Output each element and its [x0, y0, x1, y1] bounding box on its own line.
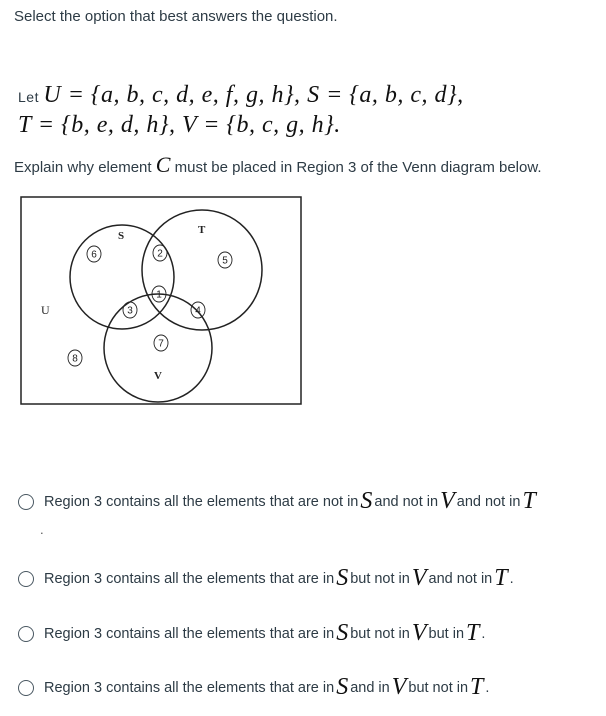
option-set-symbol: T — [470, 674, 484, 700]
set-U-definition: U = {a, b, c, d, e, f, g, h}, — [43, 82, 301, 108]
set-T-label: T — [198, 224, 206, 236]
question-text — [14, 152, 542, 178]
set-S-definition: S = {a, b, c, d}, — [307, 82, 464, 108]
set-S-label: S — [118, 230, 125, 242]
option-text-mid: and not in — [374, 493, 439, 510]
option-text-mid: but not in — [350, 625, 410, 642]
option-set-symbol: T — [522, 488, 536, 514]
answer-option-3[interactable] — [18, 620, 485, 647]
option-set-symbol: T — [494, 565, 508, 591]
region-6-label: 6 — [91, 249, 97, 261]
region-3-label: 3 — [127, 305, 133, 317]
option-text-end: . — [485, 679, 490, 696]
option-text-prefix: Region 3 contains all the elements that are not in — [44, 493, 359, 510]
option-set-symbol: V — [391, 674, 407, 700]
question-after: must be placed in Region 3 of the Venn diagram below. — [170, 159, 542, 176]
option-text-mid: but not in — [408, 679, 469, 696]
question-prompt: Select the option that best answers the question. — [14, 8, 338, 25]
region-7-label: 7 — [158, 338, 164, 350]
question-before: Explain why element — [14, 159, 156, 176]
option-set-symbol: V — [411, 620, 427, 646]
option-set-symbol: S — [336, 565, 349, 591]
option-set-symbol: S — [336, 620, 349, 646]
option-text-mid: but not in — [350, 570, 410, 587]
option-text-mid: but in — [428, 625, 465, 642]
venn-diagram — [20, 196, 304, 406]
region-8-label: 8 — [72, 353, 78, 365]
option-set-symbol: S — [360, 488, 373, 514]
set-V-definition: V = {b, c, g, h}. — [181, 112, 341, 138]
trailing-dot: . — [40, 522, 44, 537]
option-text-mid: and not in — [456, 493, 521, 510]
option-set-symbol: V — [411, 565, 427, 591]
option-text-end: . — [509, 570, 514, 587]
answer-option-2[interactable] — [18, 565, 514, 592]
let-word: Let — [18, 89, 44, 105]
option-text-mid: and not in — [428, 570, 493, 587]
option-text-prefix: Region 3 contains all the elements that are in — [44, 625, 335, 642]
question-element: C — [155, 152, 171, 177]
set-definition-line-2 — [18, 112, 341, 139]
set-definition-line-1 — [18, 82, 464, 109]
region-2-label: 2 — [157, 248, 163, 260]
region-4-label: 4 — [195, 305, 201, 317]
radio-button[interactable] — [18, 571, 34, 587]
option-text-end: . — [481, 625, 486, 642]
set-V-label: V — [154, 370, 162, 382]
radio-button[interactable] — [18, 494, 34, 510]
answer-option-1[interactable] — [18, 488, 538, 515]
answer-option-4[interactable] — [18, 674, 489, 701]
option-text-prefix: Region 3 contains all the elements that are in — [44, 570, 335, 587]
universe-label: U — [41, 303, 50, 317]
option-set-symbol: T — [466, 620, 480, 646]
option-text-mid: and in — [350, 679, 390, 696]
option-set-symbol: V — [440, 488, 455, 514]
radio-button[interactable] — [18, 680, 34, 696]
option-set-symbol: S — [336, 674, 349, 700]
region-labels — [68, 245, 232, 366]
region-1-label: 1 — [156, 289, 162, 301]
set-T-definition: T = {b, e, d, h}, — [18, 112, 176, 138]
radio-button[interactable] — [18, 626, 34, 642]
region-5-label: 5 — [222, 255, 228, 267]
option-text-prefix: Region 3 contains all the elements that are in — [44, 679, 335, 696]
